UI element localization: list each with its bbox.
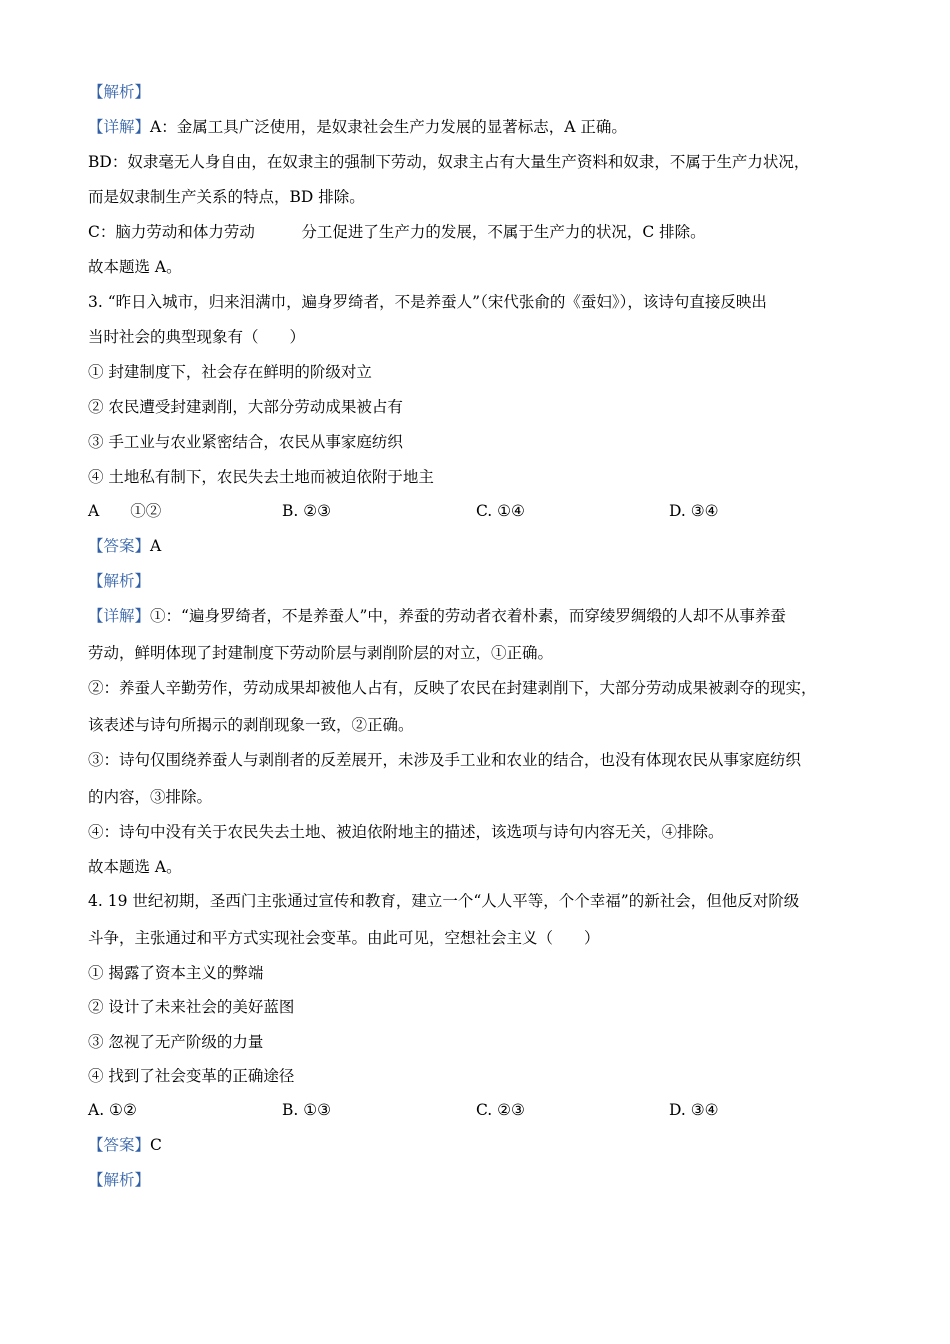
detail-line: ③：诗句仅围绕养蚕人与剥削者的反差展开，未涉及手工业和农业的结合，也没有体现农民从事家庭纺织 xyxy=(88,751,802,769)
option-d: D. ③④ xyxy=(669,502,719,520)
question-stem: 斗争，主张通过和平方式实现社会变革。由此可见，空想社会主义（ ） xyxy=(88,929,600,947)
detail-label: 【详解】 xyxy=(88,118,151,136)
answer-label: 【答案】 xyxy=(88,1136,151,1154)
option-c: C. ①④ xyxy=(476,502,525,520)
detail-line: BD：奴隶毫无人身自由，在奴隶主的强制下劳动，奴隶主占有大量生产资料和奴隶，不属于生产力状况， xyxy=(88,153,810,171)
option-d: D. ③④ xyxy=(669,1101,719,1119)
detail-line: 该表述与诗句所揭示的剥削现象一致，②正确。 xyxy=(88,716,414,734)
statement-item: ① 封建制度下，社会存在鲜明的阶级对立 xyxy=(88,363,372,381)
detail-line: 的内容，③排除。 xyxy=(88,788,213,806)
statement-item: ③ 忽视了无产阶级的力量 xyxy=(88,1033,264,1051)
conclusion-line: 故本题选 A。 xyxy=(88,858,182,876)
detail-line: C：脑力劳动和体力劳动 分工促进了生产力的发展，不属于生产力的状况，C 排除。 xyxy=(88,223,706,241)
statement-item: ② 设计了未来社会的美好蓝图 xyxy=(88,998,295,1016)
statement-item: ④ 土地私有制下，农民失去土地而被迫依附于地主 xyxy=(88,468,434,486)
option-b: B. ②③ xyxy=(282,502,332,520)
statement-item: ③ 手工业与农业紧密结合，农民从事家庭纺织 xyxy=(88,433,403,451)
statement-item: ④ 找到了社会变革的正确途径 xyxy=(88,1067,295,1085)
question-stem: 4. 19 世纪初期，圣西门主张通过宣传和教育，建立一个“人人平等，个个幸福”的新社会，但他反对阶级 xyxy=(88,892,800,910)
question-stem: 当时社会的典型现象有（ ） xyxy=(88,328,306,346)
answer-label: 【答案】 xyxy=(88,537,151,555)
statement-item: ① 揭露了资本主义的弊端 xyxy=(88,964,264,982)
option-a: A ①② xyxy=(88,502,162,520)
statement-item: ② 农民遭受封建剥削，大部分劳动成果被占有 xyxy=(88,398,403,416)
option-c: C. ②③ xyxy=(476,1101,525,1119)
answer-line xyxy=(88,535,161,557)
answer-value: A xyxy=(150,537,162,555)
analysis-label: 【解析】 xyxy=(88,1171,151,1189)
option-a: A. ①② xyxy=(88,1101,137,1119)
analysis-label: 【解析】 xyxy=(88,83,151,101)
detail-text: A：金属工具广泛使用，是奴隶社会生产力发展的显著标志，A 正确。 xyxy=(150,118,627,136)
detail-line: 而是奴隶制生产关系的特点，BD 排除。 xyxy=(88,188,365,206)
question-stem: 3. “昨日入城市，归来泪满巾，遍身罗绮者，不是养蚕人”（宋代张俞的《蚕妇》），该诗句直接反映出 xyxy=(88,293,767,311)
answer-line xyxy=(88,1134,162,1156)
detail-line xyxy=(88,116,627,138)
conclusion-line: 故本题选 A。 xyxy=(88,258,182,276)
detail-line: ②：养蚕人辛勤劳作，劳动成果却被他人占有，反映了农民在封建剥削下，大部分劳动成果被剥夺的现实， xyxy=(88,679,817,697)
detail-line: 劳动，鲜明体现了封建制度下劳动阶层与剥削阶层的对立，①正确。 xyxy=(88,644,554,662)
detail-line: ④：诗句中没有关于农民失去土地、被迫依附地主的描述，该选项与诗句内容无关，④排除。 xyxy=(88,823,724,841)
detail-line xyxy=(88,605,786,627)
option-b: B. ①③ xyxy=(282,1101,332,1119)
detail-label: 【详解】 xyxy=(88,607,151,625)
analysis-label: 【解析】 xyxy=(88,572,151,590)
answer-value: C xyxy=(150,1136,162,1154)
detail-text: ①：“遍身罗绮者，不是养蚕人”中，养蚕的劳动者衣着朴素，而穿绫罗绸缎的人却不从事养蚕 xyxy=(150,607,786,625)
